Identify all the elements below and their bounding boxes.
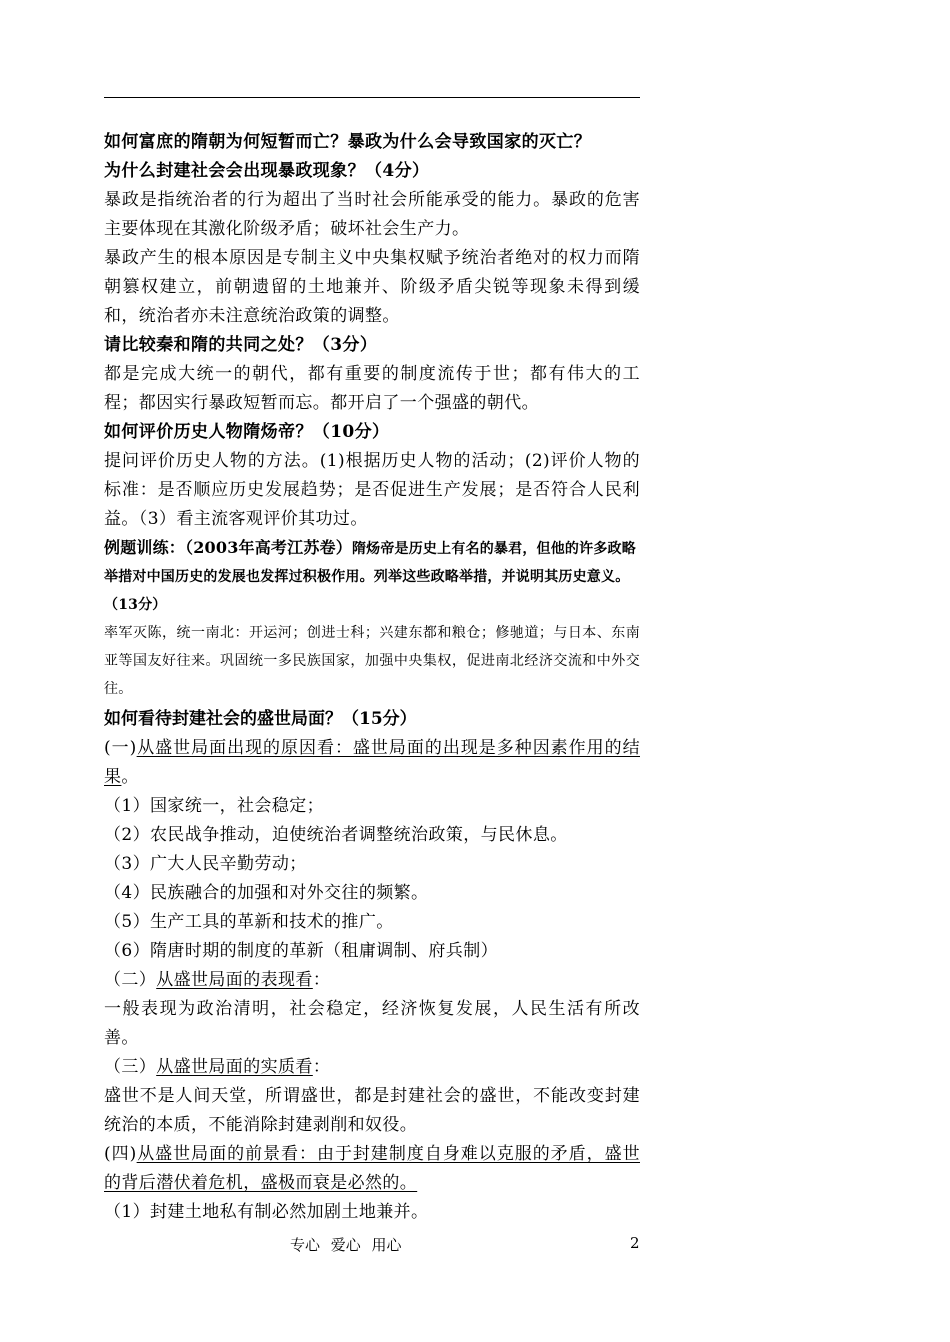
question-heading: 如何看待封建社会的盛世局面？（15分） (104, 709, 417, 729)
answer-paragraph: 暴政产生的根本原因是专制主义中央集权赋予统治者绝对的权力而隋朝篡权建立，前朝遗留的土地兼并、阶级矛盾尖锐等现象未得到缓和，统治者亦未注意统治政策的调整。 (104, 248, 640, 326)
answer-paragraph: （1）国家统一，社会稳定； (104, 796, 325, 816)
question-heading: 请比较秦和隋的共同之处？（3分） (104, 335, 378, 355)
answer-paragraph: （3）广大人民辛勤劳动； (104, 854, 307, 874)
section-heading (104, 734, 640, 792)
page-footer (0, 1234, 950, 1256)
example-question (104, 534, 640, 619)
example-answer: 率军灭陈，统一南北：开运河；创进士科；兴建东都和粮仓；修驰道；与日本、东南亚等国友好往来。巩固统一多民族国家，加强中央集权，促进南北经济交流和中外交往。 (104, 625, 640, 697)
section-number: （二） (104, 970, 157, 990)
section-number: （三） (104, 1057, 157, 1077)
answer-paragraph: （2）农民战争推动，迫使统治者调整统治政策，与民休息。 (104, 825, 568, 845)
example-label: 例题训练：（2003年高考江苏卷） (104, 538, 352, 557)
section-title: 从盛世局面出现的原因看：盛世局面的出现是多种因素作用的结果 (104, 738, 640, 787)
page-number: 2 (630, 1234, 640, 1252)
answer-paragraph: 暴政是指统治者的行为超出了当时社会所能承受的能力。暴政的危害主要体现在其激化阶级矛盾；破坏社会生产力。 (104, 190, 640, 239)
question-heading: 如何评价历史人物隋炀帝？（10分） (104, 422, 390, 442)
section-heading (104, 1140, 640, 1198)
section-title: 从盛世局面的前景看：由于封建制度自身难以克服的矛盾，盛世的背后潜伏着危机，盛极而衰是必然的。 (104, 1144, 640, 1193)
question-heading: 为什么封建社会会出现暴政现象？（4分） (104, 161, 430, 181)
section-heading (104, 966, 640, 995)
footer-motto: 专心 爱心 用心 (290, 1236, 402, 1254)
section-number: (一) (104, 738, 137, 758)
answer-paragraph: 提问评价历史人物的方法。(1)根据历史人物的活动；(2)评价人物的标准：是否顺应历史发展趋势；是否促进生产发展；是否符合人民利益。（3）看主流客观评价其功过。 (104, 451, 640, 529)
example-question-text: 隋炀帝是历史上有名的暴君，但他的许多政略举措对中国历史的发展也发挥过积极作用。列举这些政略举措，并说明其历史意义。（13分） (104, 541, 636, 613)
section-punct: 。 (121, 767, 139, 787)
answer-paragraph: （1）封建土地私有制必然加剧土地兼并。 (104, 1202, 429, 1222)
question-heading: 如何富庶的隋朝为何短暂而亡？暴政为什么会导致国家的灭亡？ (104, 132, 592, 152)
answer-paragraph: （6）隋唐时期的制度的革新（租庸调制、府兵制） (104, 941, 499, 961)
section-title: 从盛世局面的实质看 (156, 1057, 313, 1077)
header-rule (104, 97, 640, 98)
section-title: 从盛世局面的表现看 (156, 970, 313, 990)
section-number: (四) (104, 1144, 137, 1164)
section-punct: ： (312, 1057, 331, 1077)
document-body (104, 128, 640, 1227)
answer-paragraph: 都是完成大统一的朝代，都有重要的制度流传于世；都有伟大的工程；都因实行暴政短暂而忘。都开启了一个强盛的朝代。 (104, 364, 640, 413)
section-punct: ： (312, 970, 331, 990)
answer-paragraph: 一般表现为政治清明，社会稳定，经济恢复发展，人民生活有所改善。 (104, 999, 640, 1048)
answer-paragraph: （4）民族融合的加强和对外交往的频繁。 (104, 883, 429, 903)
answer-paragraph: （5）生产工具的革新和技术的推广。 (104, 912, 394, 932)
answer-paragraph: 盛世不是人间天堂，所谓盛世，都是封建社会的盛世，不能改变封建统治的本质，不能消除封建剥削和奴役。 (104, 1086, 640, 1135)
section-heading (104, 1053, 640, 1082)
